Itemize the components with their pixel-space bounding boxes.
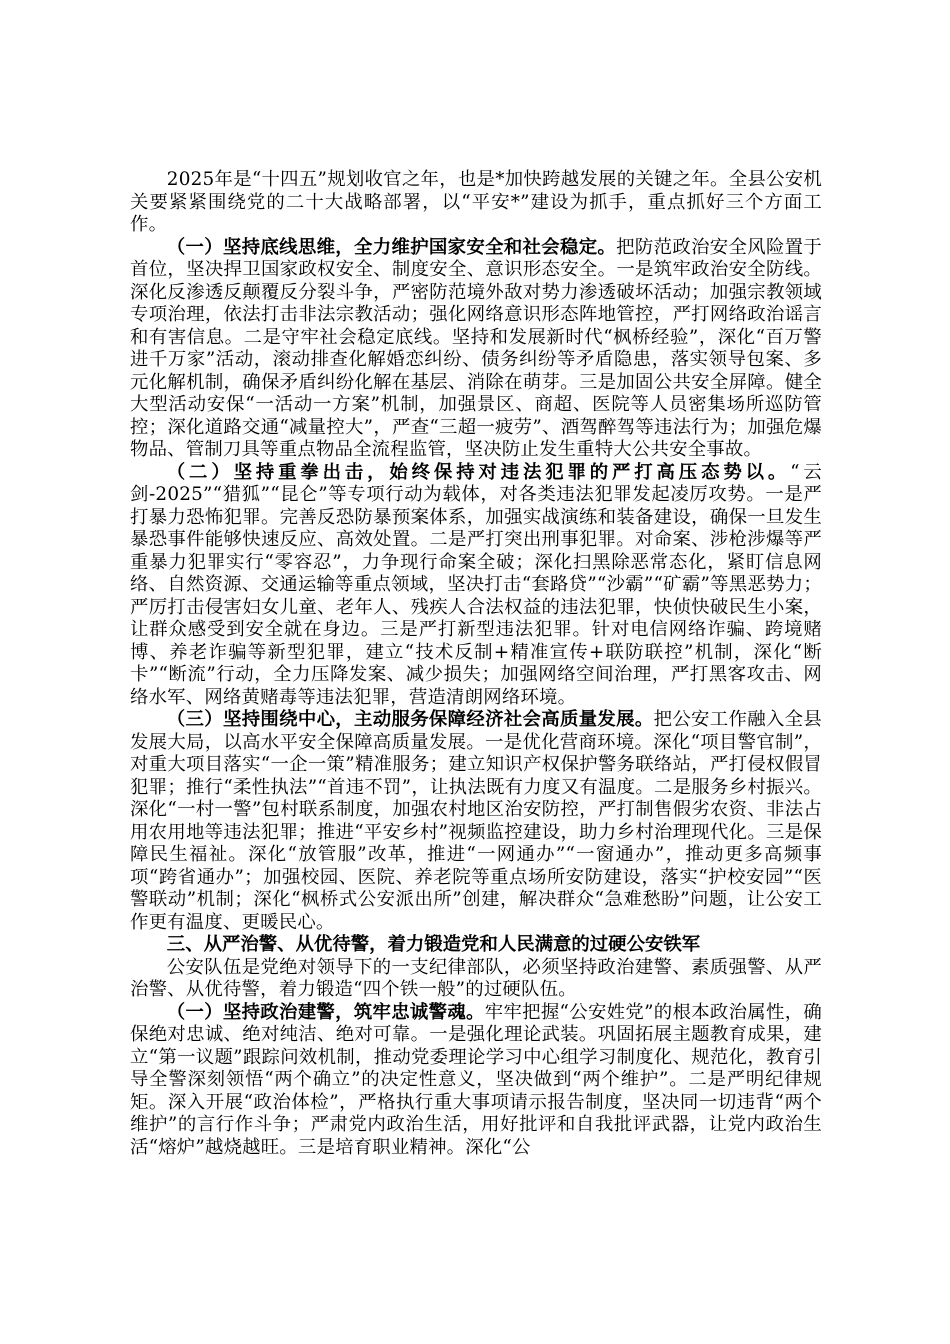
team-intro-paragraph (130, 957, 822, 1002)
section-paragraph-3 (130, 709, 822, 934)
section-heading: 三、从严治警、从优待警，着力锻造党和人民满意的过硬公安铁军 (166, 934, 701, 955)
paragraph-text: 把公安工作融入全县发展大局，以高水平安全保障高质量发展。一是优化营商环境。深化“项目警官制”，对重大项目落实“一企一策”精准服务；建立知识产权保护警务联络站，严打侵权假冒犯罪；推行“柔性执法”“首违不罚”，让执法既有力度又有温度。二是服务乡村振兴。深化“一村一警”包村联系制度，加强农村地区治安防控，严打制售假劣农资、非法占用农用地等违法犯罪；推进“平安乡村”视频监控建设，助力乡村治理现代化。三是保障民生福祉。深化“放管服”改革，推进“一网通办”“一窗通办”，推动更多高频事项“跨省通办”；加强校园、医院、养老院等重点场所安防建设，落实“护校安园”“医警联动”机制；深化“枫桥式公安派出所”创建，解决群众“急难愁盼”问题，让公安工作更有温度、更暖民心。 (130, 709, 822, 933)
paragraph-text: 牢牢把握“公安姓党”的根本政治属性，确保绝对忠诚、绝对纯洁、绝对可靠。一是强化理论武装。巩固拓展主题教育成果，建立“第一议题”跟踪问效机制，推动党委理论学习中心组学习制度化、规范化，教育引导全警深刻领悟“两个确立”的决定性意义，坚决做到“两个维护”。二是严明纪律规矩。深入开展“政治体检”，严格执行重大事项请示报告制度，坚决同一切违背“两个维护”的言行作斗争；严肃党内政治生活，用好批评和自我批评武器，让党内政治生活“熔炉”越烧越旺。三是培育职业精神。深化“公 (130, 1001, 823, 1158)
section-paragraph-2 (130, 462, 822, 710)
paragraph-lead: （二）坚持重拳出击，始终保持对违法犯罪的严打高压态势以。 (166, 461, 791, 483)
section-paragraph-1 (130, 237, 822, 462)
paragraph-text: “云剑-2025”“猎狐”“昆仑”等专项行动为载体，对各类违法犯罪发起凌厉攻势。一是严打暴力恐怖犯罪。完善反恐防暴预案体系，加强实战演练和装备建设，确保一旦发生暴恐事件能够快速反应、高效处置。二是严打突出刑事犯罪。对命案、涉枪涉爆等严重暴力犯罪实行“零容忍”，力争现行命案全破；深化扫黑除恶常态化，紧盯信息网络、自然资源、交通运输等重点领域，坚决打击“套路贷”“沙霸”“矿霸”等黑恶势力；严厉打击侵害妇女儿童、老年人、残疾人合法权益的违法犯罪，快侦快破民生小案，让群众感受到安全就在身边。三是严打新型违法犯罪。针对电信网络诈骗、跨境赌博、养老诈骗等新型犯罪，建立“技术反制+精准宣传+联防联控”机制，深化“断卡”“断流”行动，全力压降发案、减少损失；加强网络空间治理，严打黑客攻击、网络水军、网络黄赌毒等违法犯罪，营造清朗网络环境。 (130, 461, 822, 708)
paragraph-lead: （一）坚持政治建警，筑牢忠诚警魂。 (166, 1001, 485, 1023)
paragraph-text: 公安队伍是党绝对领导下的一支纪律部队，必须坚持政治建警、素质强警、从严治警、从优待警，着力锻造“四个铁一般”的过硬队伍。 (130, 956, 822, 1000)
paragraph-lead: （一）坚持底线思维，全力维护国家安全和社会稳定。 (166, 236, 617, 258)
intro-paragraph (130, 169, 822, 237)
paragraph-text: 把防范政治安全风险置于首位，坚决捍卫国家政权安全、制度安全、意识形态安全。一是筑牢政治安全防线。深化反渗透反颠覆反分裂斗争，严密防范境外敌对势力渗透破坏活动；加强宗教领域专项治理，依法打击非法宗教活动；强化网络意识形态阵地管控，严打网络政治谣言和有害信息。二是守牢社会稳定底线。坚持和发展新时代“枫桥经验”，深化“百万警进千万家”活动，滚动排查化解婚恋纠纷、债务纠纷等矛盾隐患，落实领导包案、多元化解机制，确保矛盾纠纷化解在基层、消除在萌芽。三是加固公共安全屏障。健全大型活动安保“一活动一方案”机制，加强景区、商超、医院等人员密集场所巡防管控；深化道路交通“减量控大”，严查“三超一疲劳”、酒驾醉驾等违法行为；加强危爆物品、管制刀具等重点物品全流程监管，坚决防止发生重特大公共安全事故。 (130, 236, 822, 460)
team-paragraph-1 (130, 1002, 822, 1160)
paragraph-lead: （三）坚持围绕中心，主动服务保障经济社会高质量发展。 (166, 709, 654, 730)
paragraph-text: 2025年是“十四五”规划收官之年，也是*加快跨越发展的关键之年。全县公安机关要紧紧围绕党的二十大战略部署，以“平安*”建设为抓手，重点抓好三个方面工作。 (130, 169, 822, 235)
